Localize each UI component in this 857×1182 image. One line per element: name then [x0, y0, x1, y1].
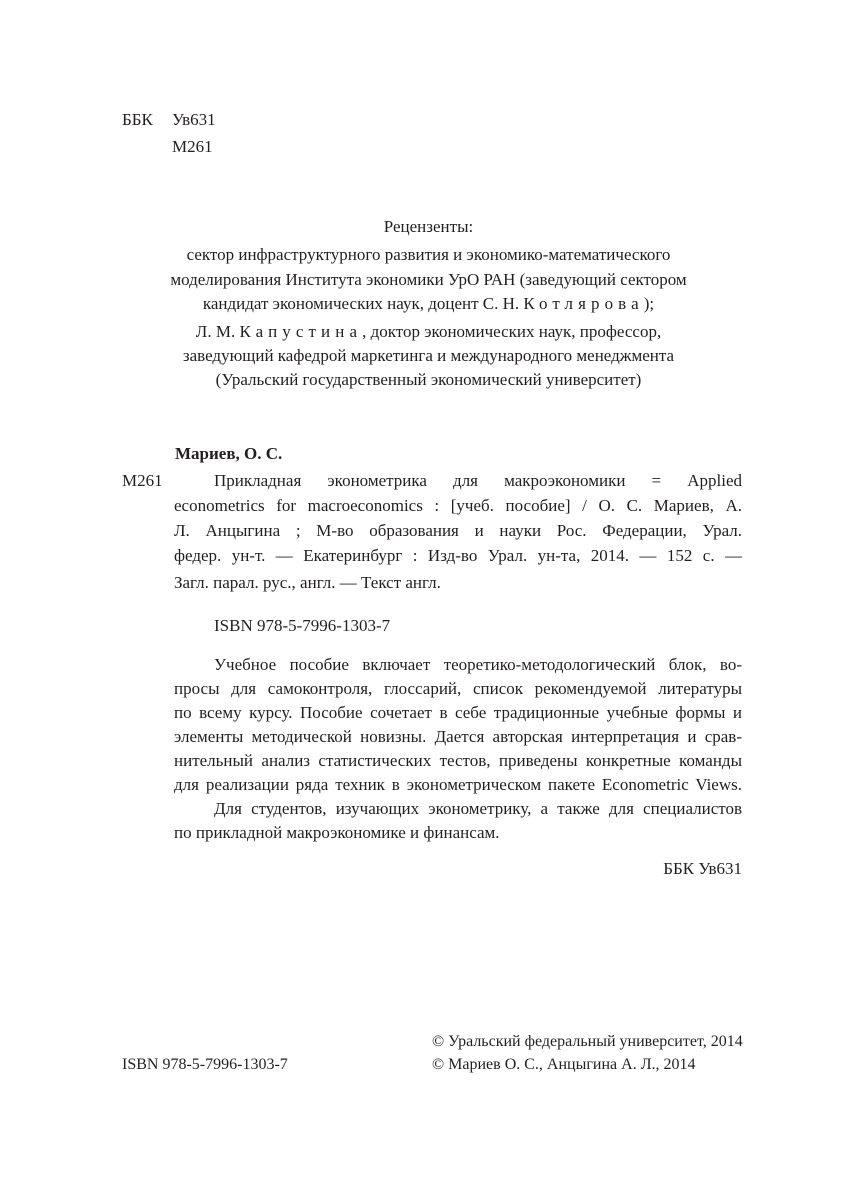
footer-isbn: ISBN 978-5-7996-1303-7	[122, 1056, 288, 1073]
reviewer-1-name: Котлярова	[523, 294, 644, 313]
entry-author: Мариев, О. С.	[175, 444, 283, 463]
annotation-bbk: ББК Ув631	[663, 859, 742, 878]
entry-line-1: Прикладная эконометрика для макроэкономики = Applied	[214, 471, 742, 490]
bbk-code: Ув631	[172, 110, 216, 129]
annotation-line-2: просы для самоконтроля, глоссарий, список рекомендуемой литературы	[174, 679, 742, 698]
author-mark: М261	[172, 137, 213, 156]
entry-mark: М261	[122, 471, 163, 490]
entry-isbn: ISBN 978-5-7996-1303-7	[214, 616, 391, 635]
audience-line-1: Для студентов, изучающих эконометрику, а также для специалистов	[214, 799, 742, 818]
reviewer-1-tail: );	[643, 294, 655, 313]
annotation-line-4: элементы методической новизны. Дается авторская интерпретация и срав-	[174, 727, 742, 746]
bbk-label: ББК	[122, 110, 153, 129]
reviewer-2-tail: , доктор экономических наук, профессор,	[362, 322, 662, 341]
reviewer-2-line-3: (Уральский государственный экономический университет)	[215, 370, 642, 389]
annotation-line-3: по всему курсу. Пособие сочетает в себе традиционные учебные формы и	[174, 703, 742, 722]
reviewer-1-text: кандидат экономических наук, доцент С. Н.	[202, 294, 524, 313]
reviewers-heading: Рецензенты:	[383, 217, 474, 236]
reviewer-1-line-1: сектор инфраструктурного развития и экономико-математического	[186, 245, 671, 264]
audience-line-2: по прикладной макроэкономике и финансам.	[174, 823, 500, 842]
reviewer-2-name: Капустина	[239, 322, 363, 341]
reviewer-2-initials: Л. М.	[195, 322, 240, 341]
reviewer-1-line-3	[0, 292, 857, 316]
annotation-line-6: для реализации ряда техник в эконометрическом пакете Econometric Views.	[174, 775, 742, 794]
copyright-university: © Уральский федеральный университет, 2014	[432, 1033, 743, 1050]
annotation-line-5: нительный анализ статистических тестов, приведены конкретные команды	[174, 751, 742, 770]
reviewer-2-line-2: заведующий кафедрой маркетинга и международного менеджмента	[182, 346, 675, 365]
entry-line-3: Л. Анцыгина ; М-во образования и науки Рос. Федерации, Урал.	[174, 521, 742, 540]
entry-line-5: Загл. парал. рус., англ. — Текст англ.	[174, 573, 441, 592]
reviewer-1-line-2: моделирования Института экономики УрО РАН (заведующий сектором	[170, 270, 687, 289]
annotation-line-1: Учебное пособие включает теоретико-методологический блок, во-	[214, 655, 742, 674]
entry-line-4: федер. ун-т. — Екатеринбург : Изд-во Урал. ун-та, 2014. — 152 с. —	[174, 546, 742, 565]
copyright-authors: © Мариев О. С., Анцыгина А. Л., 2014	[432, 1056, 696, 1073]
reviewer-2-line-1	[0, 320, 857, 344]
entry-line-2: econometrics for macroeconomics : [учеб. пособие] / О. С. Мариев, А.	[174, 496, 742, 515]
